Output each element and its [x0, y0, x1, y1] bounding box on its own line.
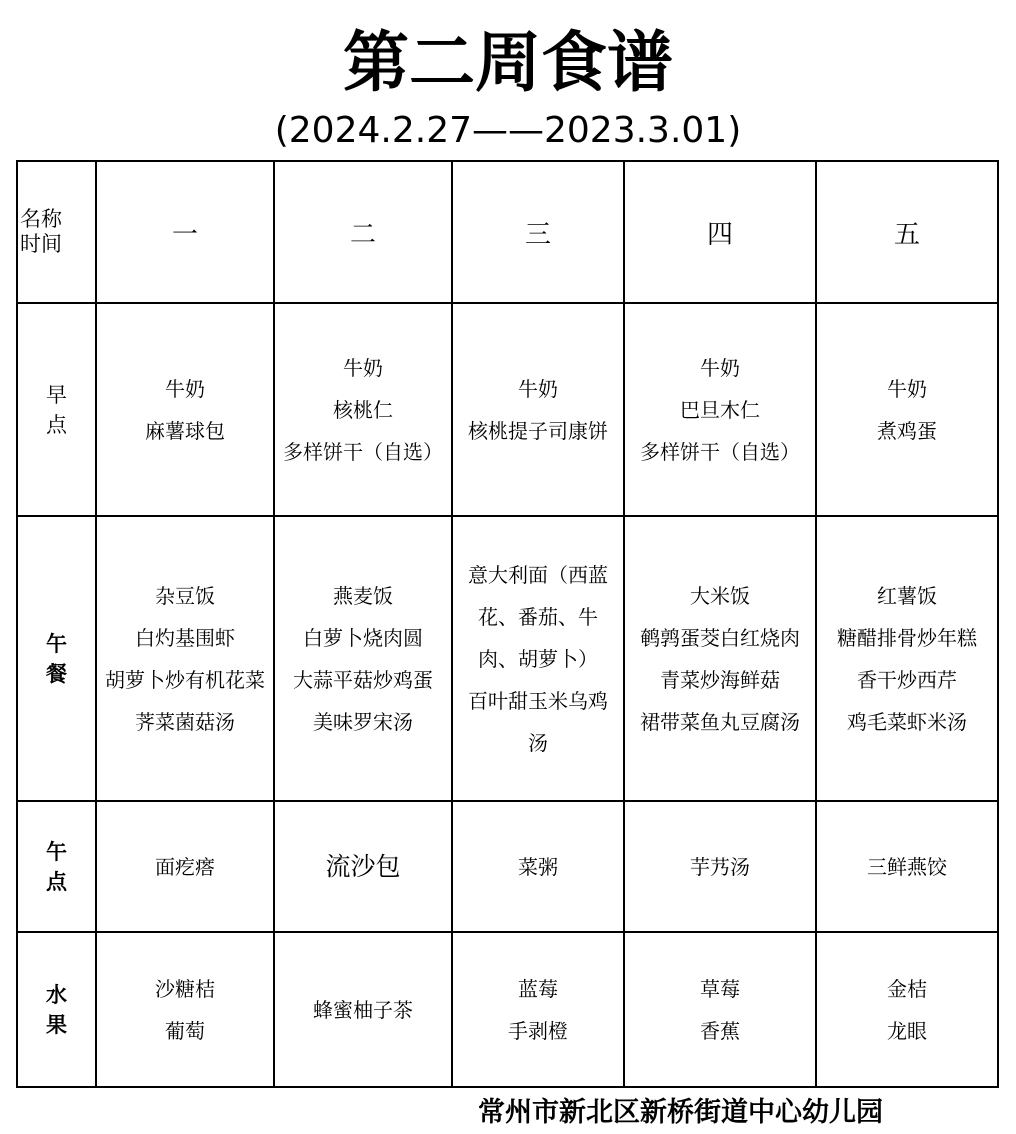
menu-item: 巴旦木仁 [680, 397, 760, 422]
menu-cell [452, 801, 624, 932]
menu-item: 香干炒西芹 [857, 667, 957, 692]
breakfast-row [17, 303, 998, 516]
menu-cell [96, 303, 274, 516]
menu-item: 蓝莓 [518, 976, 558, 1001]
menu-item: 红薯饭 [877, 583, 937, 608]
menu-item: 裙带菜鱼丸豆腐汤 [640, 709, 800, 734]
row-label-breakfast: 早 点 [17, 303, 96, 516]
menu-item: 糖醋排骨炒年糕 [837, 625, 977, 650]
menu-cell [274, 516, 452, 801]
menu-cell [816, 516, 998, 801]
menu-cell [816, 801, 998, 932]
menu-item: 三鲜燕饺 [867, 854, 947, 879]
menu-item: 煮鸡蛋 [877, 418, 937, 443]
menu-item: 金桔 [887, 976, 927, 1001]
menu-cell [452, 932, 624, 1087]
menu-item: 胡萝卜炒有机花菜 [105, 667, 265, 692]
menu-item: 龙眼 [887, 1018, 927, 1043]
corner-time-label: 时间 [20, 232, 62, 256]
day-header-2: 二 [274, 161, 452, 303]
day-header-4: 四 [624, 161, 816, 303]
menu-item: 百叶甜玉米乌鸡 [468, 688, 608, 713]
menu-cell [96, 801, 274, 932]
menu-item: 汤 [528, 730, 548, 755]
menu-item: 葡萄 [165, 1018, 205, 1043]
menu-cell [274, 303, 452, 516]
corner-header [17, 161, 96, 303]
menu-item: 沙糖桔 [155, 976, 215, 1001]
menu-cell [96, 516, 274, 801]
menu-item: 核桃提子司康饼 [468, 418, 608, 443]
menu-item: 杂豆饭 [155, 583, 215, 608]
menu-item: 鸡毛菜虾米汤 [847, 709, 967, 734]
menu-item: 白萝卜烧肉圆 [303, 625, 423, 650]
row-label-snack: 午 点 [17, 801, 96, 932]
menu-cell [816, 303, 998, 516]
menu-item: 肉、胡萝卜） [478, 646, 598, 671]
menu-item: 鹌鹑蛋茭白红烧肉 [640, 625, 800, 650]
menu-cell [452, 303, 624, 516]
date-range: (2024.2.27——2023.3.01) [274, 110, 742, 151]
menu-item: 牛奶 [343, 355, 383, 380]
menu-cell [624, 932, 816, 1087]
menu-item: 大米饭 [690, 583, 750, 608]
menu-item: 牛奶 [887, 376, 927, 401]
row-label-lunch: 午 餐 [17, 516, 96, 801]
day-header-5: 五 [816, 161, 998, 303]
lunch-row [17, 516, 998, 801]
menu-cell [624, 801, 816, 932]
day-header-3: 三 [452, 161, 624, 303]
menu-item: 燕麦饭 [333, 583, 393, 608]
menu-item: 流沙包 [325, 851, 401, 881]
menu-item: 芋艿汤 [690, 854, 750, 879]
menu-item: 白灼基围虾 [135, 625, 235, 650]
school-name: 常州市新北区新桥街道中心幼儿园 [478, 1097, 883, 1128]
menu-item: 多样饼干（自选） [283, 439, 443, 464]
menu-item: 花、番茄、牛 [478, 604, 598, 629]
menu-item: 牛奶 [165, 376, 205, 401]
menu-item: 美味罗宋汤 [313, 709, 413, 734]
weekly-menu-table [16, 160, 999, 1088]
menu-item: 草莓 [700, 976, 740, 1001]
menu-item: 牛奶 [700, 355, 740, 380]
menu-item: 核桃仁 [333, 397, 393, 422]
menu-cell [816, 932, 998, 1087]
menu-cell [274, 801, 452, 932]
menu-item: 面疙瘩 [155, 854, 215, 879]
menu-item: 麻薯球包 [145, 418, 225, 443]
menu-cell [274, 932, 452, 1087]
header-row [17, 161, 998, 303]
menu-item: 大蒜平菇炒鸡蛋 [293, 667, 433, 692]
menu-cell [452, 516, 624, 801]
snack-row [17, 801, 998, 932]
menu-item: 菜粥 [518, 854, 558, 879]
row-label-fruit: 水 果 [17, 932, 96, 1087]
menu-cell [624, 303, 816, 516]
menu-item: 牛奶 [518, 376, 558, 401]
menu-item: 蜂蜜柚子茶 [313, 997, 413, 1022]
menu-item: 青菜炒海鲜菇 [660, 667, 780, 692]
menu-item: 香蕉 [700, 1018, 740, 1043]
fruit-row [17, 932, 998, 1087]
menu-cell [624, 516, 816, 801]
menu-cell [96, 932, 274, 1087]
page-title: 第二周食谱 [343, 23, 673, 101]
day-header-1: 一 [96, 161, 274, 303]
menu-item: 意大利面（西蓝 [468, 562, 608, 587]
menu-item: 多样饼干（自选） [640, 439, 800, 464]
corner-name-label: 名称 [20, 207, 62, 231]
menu-item: 手剥橙 [508, 1018, 568, 1043]
menu-item: 荠菜菌菇汤 [135, 709, 235, 734]
